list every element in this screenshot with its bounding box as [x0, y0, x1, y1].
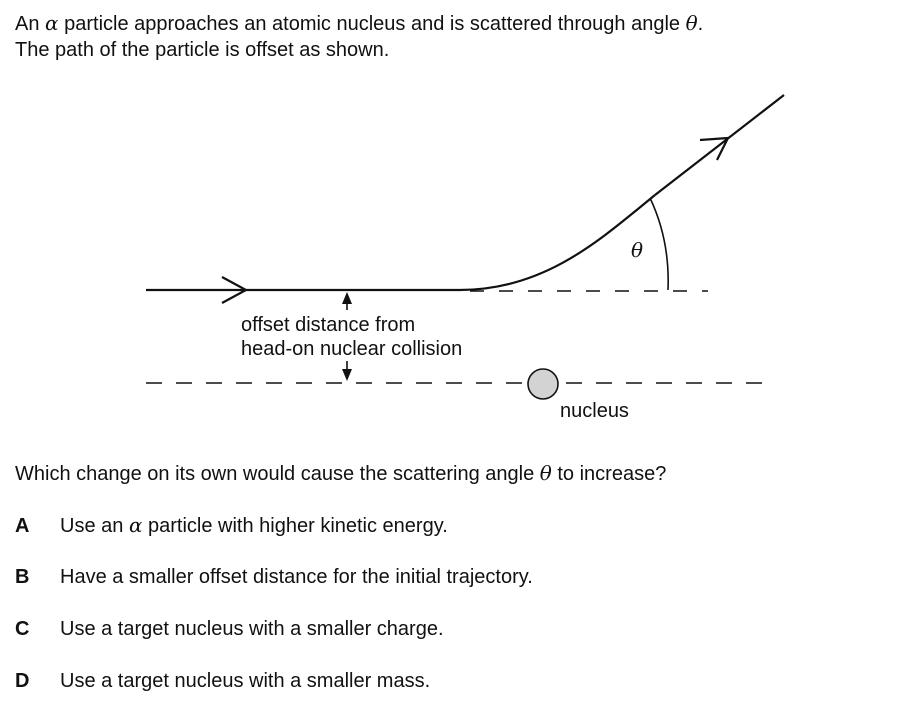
stem-text-c: . [697, 13, 704, 35]
angle-label: θ [631, 238, 644, 262]
question-text-a: Which change on its own would cause the scattering angle [15, 463, 540, 485]
angle-arc [650, 198, 668, 290]
outgoing-path [655, 95, 784, 195]
option-b-letter: B [15, 566, 30, 588]
option-c-text: Use a target nucleus with a smaller charge. [60, 618, 444, 640]
question-theta-symbol: θ [539, 461, 552, 485]
offset-arrow-top-head [342, 292, 352, 304]
question-text [15, 460, 666, 487]
option-b[interactable] [15, 564, 533, 590]
stem-text-a: An [15, 13, 46, 35]
alpha-symbol: α [45, 11, 59, 35]
nucleus-circle [528, 369, 558, 399]
option-a[interactable] [15, 512, 448, 539]
option-a-text-a: Use an [60, 515, 129, 537]
option-d-letter: D [15, 670, 30, 692]
offset-arrow-bottom-head [342, 369, 352, 381]
option-c[interactable] [15, 616, 444, 642]
option-c-letter: C [15, 618, 30, 640]
option-a-text-b: particle with higher kinetic energy. [142, 515, 448, 537]
question-text-b: to increase? [551, 463, 667, 485]
option-a-alpha-symbol: α [128, 513, 143, 537]
offset-label-line-1: offset distance from [241, 314, 416, 336]
offset-label-line-2: head-on nuclear collision [241, 338, 463, 360]
theta-symbol: θ [685, 11, 698, 35]
option-d-text: Use a target nucleus with a smaller mass. [60, 670, 431, 692]
stem-line-2: The path of the particle is offset as shown. [15, 39, 390, 61]
deflection-curve [460, 195, 655, 290]
stem-text-b: particle approaches an atomic nucleus and is scattered through angle [58, 13, 686, 35]
option-b-text: Have a smaller offset distance for the initial trajectory. [60, 566, 533, 588]
option-a-letter: A [15, 515, 30, 537]
option-d[interactable] [15, 668, 430, 694]
nucleus-label: nucleus [560, 400, 629, 422]
